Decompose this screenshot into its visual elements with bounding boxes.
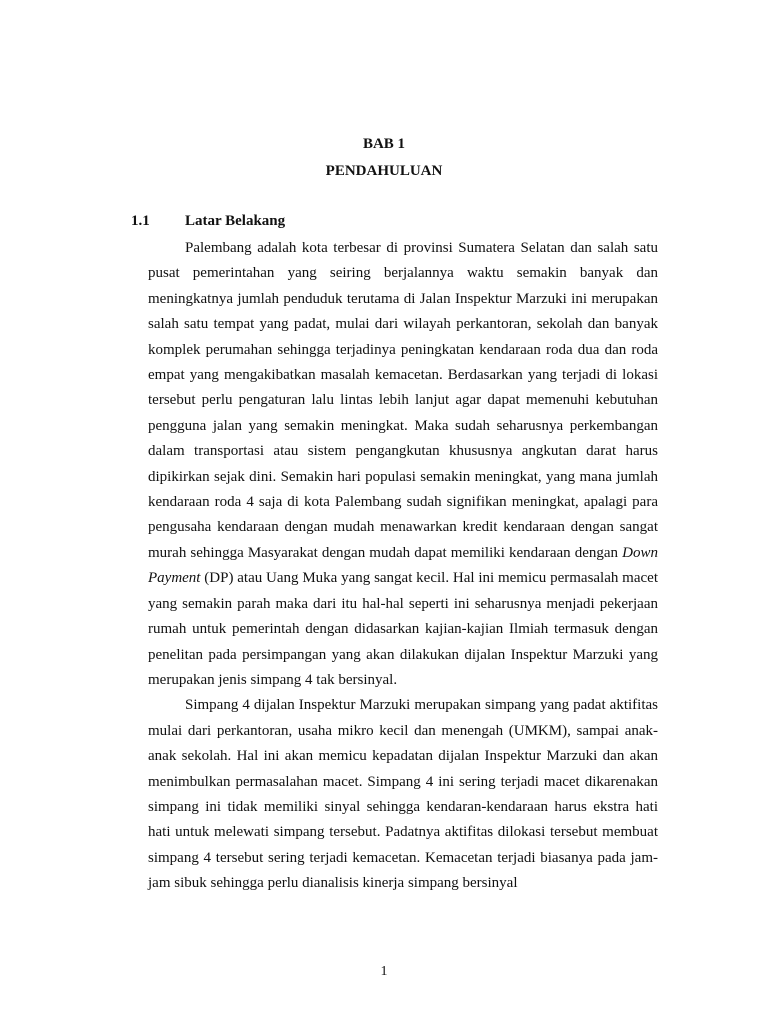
page-number: 1 (380, 964, 388, 979)
chapter-title: PENDAHULUAN (325, 163, 443, 179)
paragraph-1 (148, 236, 658, 693)
paragraph-1-italic-term: Down Payment (148, 544, 658, 587)
chapter-number: BAB 1 (362, 136, 406, 152)
body-text (148, 236, 658, 897)
section-number: 1.1 (131, 213, 150, 229)
paragraph-2: Simpang 4 dijalan Inspektur Marzuki merupakan simpang yang padat aktifitas mulai dari perkantoran, usaha mikro kecil dan menengah (UMKM), sampai anak-anak sekolah. Hal ini akan memicu kepadatan dijalan Inspektur Marzuki dan akan menimbulkan permasalahan macet. Simpang 4 ini sering terjadi macet dikarenakan simpang ini tidak memiliki sinyal sehingga kendaran-kendaraan harus ekstra hati hati untuk melewati simpang tersebut. Padatnya aktifitas dilokasi tersebut membuat simpang 4 tersebut sering terjadi kemacetan. Kemacetan terjadi biasanya pada jam-jam sibuk sehingga perlu dianalisis kinerja simpang bersinyal (148, 697, 658, 892)
section-title: Latar Belakang (185, 213, 286, 229)
section-heading (131, 213, 285, 230)
paragraph-1-text-b: (DP) atau Uang Muka yang sangat kecil. Hal ini memicu permasalah macet yang semakin parah maka dari itu hal-hal seperti ini seharusnya menjadi pekerjaan rumah untuk pemerintah dengan didasarkan kajian-kajian Ilmiah termasuk dengan penelitan pada persimpangan yang akan dilakukan dijalan Inspektur Marzuki yang merupakan jenis simpang 4 tak bersinyal. (148, 570, 658, 688)
paragraph-1-text-a: Palembang adalah kota terbesar di provinsi Sumatera Selatan dan salah satu pusat pemerintahan yang seiring berjalannya waktu semakin banyak dan meningkatnya jumlah penduduk terutama di Jalan Inspektur Marzuki ini merupakan salah satu tempat yang padat, mulai dari wilayah perkantoran, sekolah dan banyak komplek perumahan sehingga terjadinya peningkatan kendaraan roda dua dan roda empat yang mengakibatkan masalah kemacetan. Berdasarkan yang terjadi di lokasi tersebut perlu pengaturan lalu lintas lebih lanjut agar dapat memenuhi kebutuhan pengguna jalan yang semakin meningkat. Maka sudah seharusnya perkembangan dalam transportasi atau sistem pengangkutan khususnya angkutan darat harus dipikirkan sejak dini. Semakin hari populasi semakin meningkat, yang mana jumlah kendaraan roda 4 saja di kota Palembang sudah signifikan meningkat, apalagi para pengusaha kendaraan dengan mudah menawarkan kredit kendaraan dengan sangat murah sehingga Masyarakat dengan mudah dapat memiliki kendaraan dengan (148, 240, 658, 561)
